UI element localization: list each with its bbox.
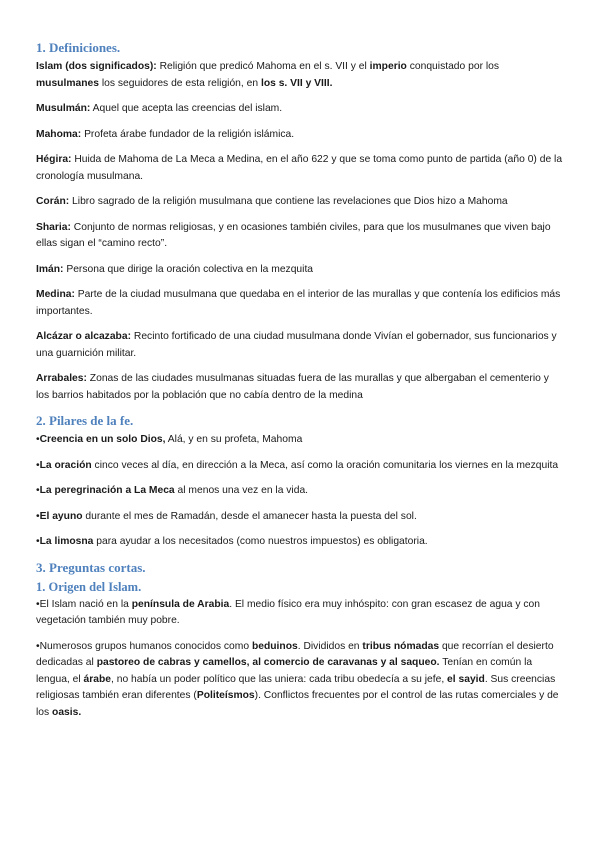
pillar-item: •La limosna para ayudar a los necesitados (como nuestros impuestos) es obligatoria. — [36, 536, 428, 547]
bullet-icon: • — [36, 485, 40, 496]
definition-arrabales: Arrabales: Zonas de las ciudades musulmanas situadas fuera de las murallas y que albergaban el cementerio y los barrios habitados por la población que no cabía dentro de la medina — [36, 373, 549, 401]
bullet-icon: • — [36, 459, 40, 471]
bullet-icon: • — [36, 434, 40, 445]
paragraph-beduinos: •Numerosos grupos humanos conocidos como beduinos. Divididos en tribus nómadas que recorrían el desierto dedicadas al pastoreo de cabras y camellos, al comercio de caravanas y al saqueo. Tenían en común la lengua, el árabe, no había un poder político que las uniera: cada tribu obedecía a su jefe, el sayid. Sus creencias religiosas también eran diferentes (Politeísmos). Conflictos frecuentes por el control de las rutas comerciales y de los oasis. — [36, 640, 559, 718]
definition-musulman: Musulmán: Aquel que acepta las creencias del islam. — [36, 103, 283, 114]
section-title-preguntas: 3. Preguntas cortas. — [36, 559, 146, 575]
pillar-item: •La peregrinación a La Meca al menos una vez en la vida. — [36, 485, 309, 496]
bullet-icon: • — [36, 510, 40, 522]
section-title-pilares: 2. Pilares de la fe. — [36, 413, 134, 428]
definition-mahoma: Mahoma: Profeta árabe fundador de la religión islámica. — [36, 128, 295, 140]
definition-islam: Islam (dos significados): Religión que predicó Mahoma en el s. VII y el imperio conquistado por los musulmanes los seguidores de esta religión, en los s. VII y VIII. — [36, 61, 500, 89]
pillar-item: •La oración cinco veces al día, en dirección a la Meca, así como la oración comunitaria los viernes en la mezquita — [36, 459, 559, 471]
bullet-icon: • — [36, 536, 40, 547]
pillar-item: •Creencia en un solo Dios, Alá, y en su profeta, Mahoma — [36, 434, 303, 445]
document-page — [36, 40, 564, 730]
section-title-definiciones: 1. Definiciones. — [36, 40, 121, 55]
pillar-item: •El ayuno durante el mes de Ramadán, desde el amanecer hasta la puesta del sol. — [36, 510, 417, 522]
term: Islam (dos significados): — [36, 61, 157, 72]
definition-alcazar: Alcázar o alcazaba: Recinto fortificado de una ciudad musulmana donde Vivían el gobernador, sus funcionarios y una guarnición militar. — [36, 331, 557, 359]
subsection-title-origen: 1. Origen del Islam. — [36, 579, 142, 594]
definition-hegira: Hégira: Huida de Mahoma de La Meca a Medina, en el año 622 y que se toma como punto de partida (año 0) de la cronología musulmana. — [36, 154, 563, 182]
definition-iman: Imán: Persona que dirige la oración colectiva en la mezquita — [36, 263, 314, 275]
definition-medina: Medina: Parte de la ciudad musulmana que quedaba en el interior de las murallas y que contenía los edificios más importantes. — [36, 289, 561, 317]
definition-coran: Corán: Libro sagrado de la religión musulmana que contiene las revelaciones que Dios hizo a Mahoma — [36, 196, 508, 207]
paragraph-origen: •El Islam nació en la península de Arabia. El medio físico era muy inhóspito: con gran escasez de agua y con vegetación también muy pobre. — [36, 598, 541, 626]
definition-sharia: Sharia: Conjunto de normas religiosas, y en ocasiones también civiles, para que los musulmanes que viven bajo ellas sigan el “camino recto”. — [36, 221, 551, 249]
